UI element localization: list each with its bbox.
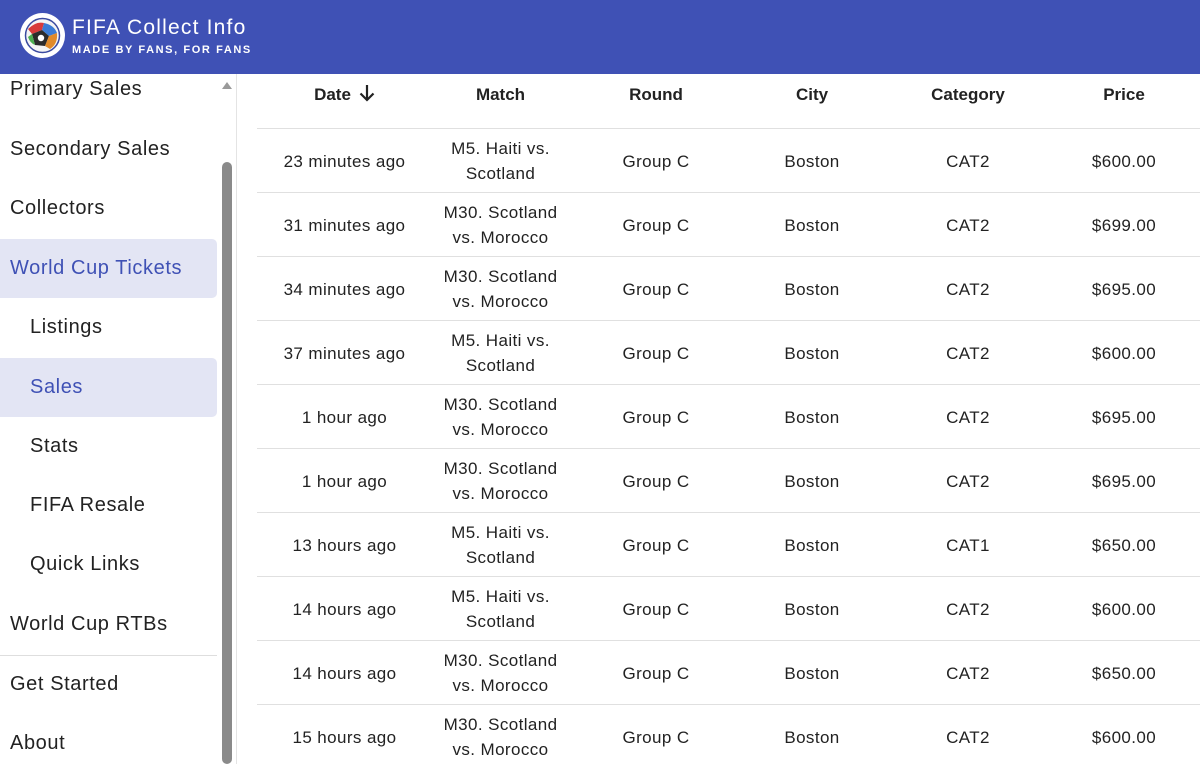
sidebar-item-sales[interactable]: Sales <box>0 358 217 417</box>
cell-round: Group C <box>622 727 690 747</box>
table-row[interactable] <box>257 257 1200 321</box>
cell-price: $650.00 <box>1091 535 1157 555</box>
cell-city: Boston <box>784 151 840 171</box>
column-header-match[interactable]: Match <box>475 85 526 104</box>
sidebar-item-collectors[interactable]: Collectors <box>10 197 105 219</box>
cell-date: 1 hour ago <box>301 471 388 491</box>
cell-match: M5. Haiti vs. Scotland <box>451 523 550 567</box>
sidebar-item-listings[interactable]: Listings <box>30 316 103 338</box>
cell-price: $600.00 <box>1091 599 1157 619</box>
sidebar-item-fifa-resale[interactable]: FIFA Resale <box>30 494 146 516</box>
sidebar-item-about[interactable]: About <box>10 732 66 754</box>
table-row[interactable] <box>257 513 1200 577</box>
sidebar-item-world-cup-rtbs[interactable]: World Cup RTBs <box>10 613 168 635</box>
cell-category: CAT1 <box>946 535 990 555</box>
table-header <box>257 74 1200 129</box>
table-row[interactable] <box>257 385 1200 449</box>
sidebar-item-secondary-sales[interactable]: Secondary Sales <box>10 138 171 160</box>
cell-city: Boston <box>784 215 840 235</box>
cell-round: Group C <box>622 407 690 427</box>
cell-round: Group C <box>622 599 690 619</box>
cell-category: CAT2 <box>946 279 990 299</box>
cell-match: M30. Scotland vs. Morocco <box>443 395 558 439</box>
cell-match: M5. Haiti vs. Scotland <box>451 139 550 183</box>
column-header-date[interactable] <box>257 74 432 116</box>
cell-match: M30. Scotland vs. Morocco <box>443 267 558 311</box>
cell-price: $699.00 <box>1091 215 1157 235</box>
cell-city: Boston <box>784 343 840 363</box>
cell-date: 31 minutes ago <box>283 215 406 235</box>
sidebar-scrollbar[interactable] <box>219 74 235 764</box>
sidebar <box>0 74 237 764</box>
app-title[interactable]: FIFA Collect Info <box>72 16 247 39</box>
cell-round: Group C <box>622 535 690 555</box>
cell-price: $650.00 <box>1091 663 1157 683</box>
sales-table <box>257 74 1200 764</box>
cell-round: Group C <box>622 151 690 171</box>
soccer-ball-logo-icon[interactable] <box>20 13 65 58</box>
cell-price: $600.00 <box>1091 151 1157 171</box>
table-row[interactable] <box>257 705 1200 764</box>
sidebar-item-world-cup-tickets[interactable]: World Cup Tickets <box>0 239 217 298</box>
cell-round: Group C <box>622 343 690 363</box>
column-header-city[interactable]: City <box>795 85 829 104</box>
cell-city: Boston <box>784 535 840 555</box>
sidebar-item-stats[interactable]: Stats <box>30 435 79 457</box>
cell-date: 34 minutes ago <box>283 279 406 299</box>
cell-category: CAT2 <box>946 599 990 619</box>
cell-match: M30. Scotland vs. Morocco <box>443 203 558 247</box>
cell-date: 37 minutes ago <box>283 343 406 363</box>
scroll-up-arrow-icon[interactable] <box>222 82 232 89</box>
table-row[interactable] <box>257 449 1200 513</box>
table-row[interactable] <box>257 321 1200 385</box>
arrow-down-icon[interactable] <box>359 84 375 107</box>
cell-round: Group C <box>622 471 690 491</box>
table-row[interactable] <box>257 129 1200 193</box>
cell-city: Boston <box>784 599 840 619</box>
cell-city: Boston <box>784 279 840 299</box>
cell-round: Group C <box>622 663 690 683</box>
column-header-round[interactable]: Round <box>629 85 683 104</box>
cell-date: 15 hours ago <box>292 727 397 747</box>
cell-city: Boston <box>784 471 840 491</box>
sidebar-item-quick-links[interactable]: Quick Links <box>30 553 140 575</box>
column-header-category[interactable]: Category <box>931 85 1005 104</box>
cell-category: CAT2 <box>946 151 990 171</box>
cell-round: Group C <box>622 279 690 299</box>
column-header-price[interactable]: Price <box>1103 85 1145 104</box>
cell-category: CAT2 <box>946 471 990 491</box>
cell-price: $695.00 <box>1091 471 1157 491</box>
cell-date: 14 hours ago <box>292 663 397 683</box>
cell-category: CAT2 <box>946 407 990 427</box>
cell-match: M5. Haiti vs. Scotland <box>451 587 550 631</box>
cell-category: CAT2 <box>946 343 990 363</box>
cell-date: 14 hours ago <box>292 599 397 619</box>
table-row[interactable] <box>257 577 1200 641</box>
column-header-label: Date <box>314 85 351 104</box>
sidebar-item-primary-sales[interactable]: Primary Sales <box>10 78 143 100</box>
sidebar-item-get-started[interactable]: Get Started <box>10 673 119 695</box>
cell-price: $600.00 <box>1091 343 1157 363</box>
cell-category: CAT2 <box>946 215 990 235</box>
cell-city: Boston <box>784 663 840 683</box>
cell-price: $695.00 <box>1091 279 1157 299</box>
cell-price: $600.00 <box>1091 727 1157 747</box>
cell-price: $695.00 <box>1091 407 1157 427</box>
table-row[interactable] <box>257 641 1200 705</box>
cell-match: M30. Scotland vs. Morocco <box>443 651 558 695</box>
table-row[interactable] <box>257 193 1200 257</box>
app-tagline: MADE BY FANS, FOR FANS <box>72 44 252 56</box>
cell-match: M5. Haiti vs. Scotland <box>451 331 550 375</box>
scrollbar-thumb[interactable] <box>222 162 232 764</box>
cell-category: CAT2 <box>946 663 990 683</box>
cell-date: 1 hour ago <box>301 407 388 427</box>
cell-category: CAT2 <box>946 727 990 747</box>
cell-city: Boston <box>784 727 840 747</box>
cell-city: Boston <box>784 407 840 427</box>
brand <box>72 16 252 57</box>
cell-match: M30. Scotland vs. Morocco <box>443 715 558 759</box>
cell-round: Group C <box>622 215 690 235</box>
app-header <box>0 0 1200 74</box>
cell-date: 23 minutes ago <box>283 151 406 171</box>
cell-match: M30. Scotland vs. Morocco <box>443 459 558 503</box>
cell-date: 13 hours ago <box>292 535 397 555</box>
